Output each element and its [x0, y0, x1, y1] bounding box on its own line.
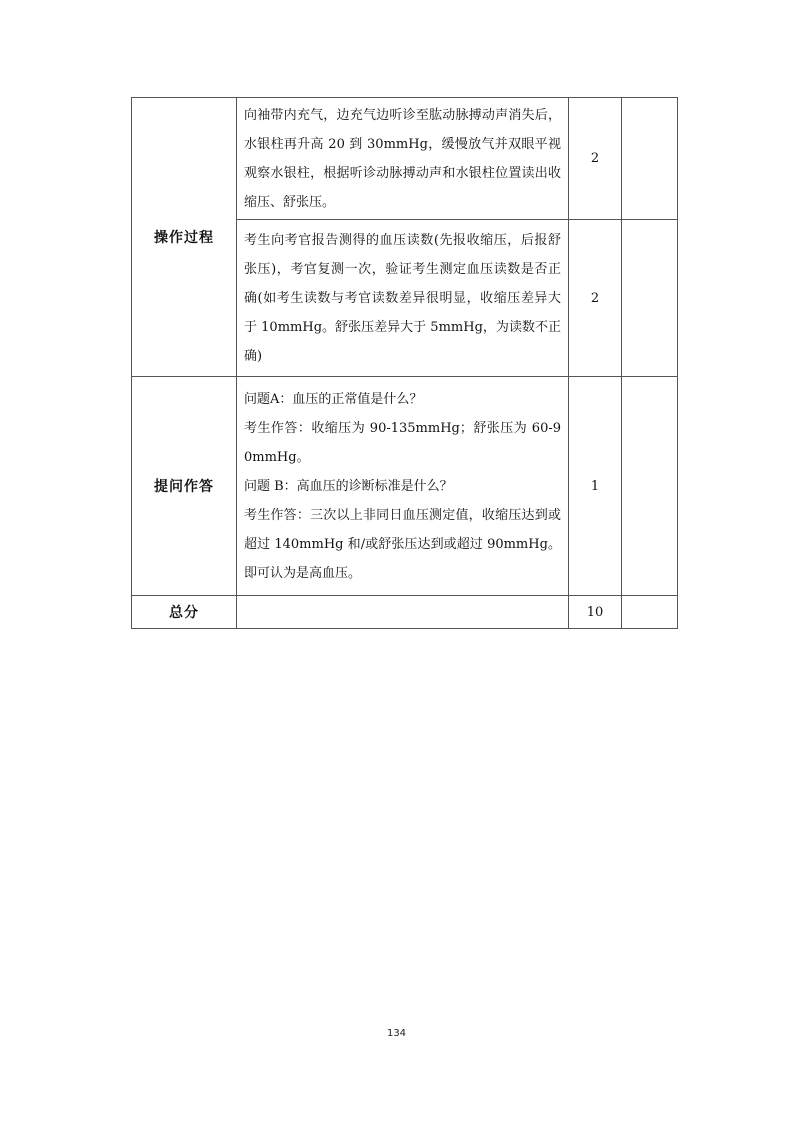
answer-b: 考生作答：三次以上非同日血压测定值，收缩压达到或超过 140mmHg 和/或舒张压达到或超过 90mmHg。即可认为是高血压。 — [244, 507, 561, 581]
total-label: 总分 — [132, 596, 237, 629]
question-a: 问题A：血压的正常值是什么？ — [244, 391, 423, 407]
table-row — [132, 98, 678, 220]
step-text-inflate-cuff: 向袖带内充气，边充气边听诊至肱动脉搏动声消失后，水银柱再升高 20 到 30mmHg，缓慢放气并双眼平视观察水银柱，根据听诊动脉搏动声和水银柱位置读出收缩压、舒张压。 — [237, 98, 569, 220]
total-row — [132, 596, 678, 629]
answer-a: 考生作答：收缩压为 90-135mmHg；舒张压为 60-90mmHg。 — [244, 420, 561, 465]
score-cell: 1 — [569, 377, 622, 596]
qa-text — [237, 377, 569, 596]
total-score: 10 — [569, 596, 622, 629]
blank-cell — [237, 596, 569, 629]
blank-cell — [622, 98, 678, 220]
score-cell: 2 — [569, 220, 622, 377]
scoring-table — [131, 97, 678, 629]
question-b: 问题 B：高血压的诊断标准是什么？ — [244, 478, 453, 494]
page-number: 134 — [386, 1028, 407, 1039]
blank-cell — [622, 596, 678, 629]
category-qa: 提问作答 — [132, 377, 237, 596]
blank-cell — [622, 377, 678, 596]
category-operation-process: 操作过程 — [132, 98, 237, 377]
score-cell: 2 — [569, 98, 622, 220]
blank-cell — [622, 220, 678, 377]
step-text-report-reading: 考生向考官报告测得的血压读数(先报收缩压，后报舒张压)，考官复测一次，验证考生测定血压读数是否正确(如考生读数与考官读数差异很明显，收缩压差异大于 10mmHg。舒张压差异大于 5mmHg，为读数不正确) — [237, 220, 569, 377]
table-row — [132, 377, 678, 596]
